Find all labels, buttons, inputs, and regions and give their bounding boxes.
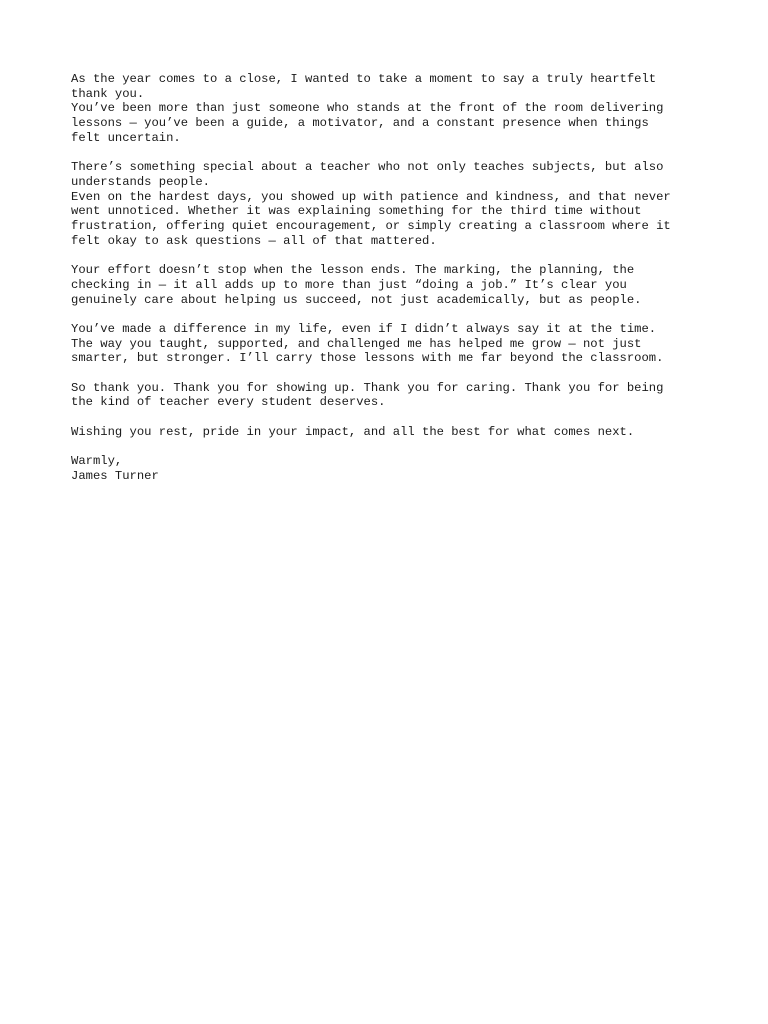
paragraph-2 (71, 160, 711, 248)
text-line: Even on the hardest days, you showed up with patience and kindness, and that never (71, 189, 671, 204)
paragraph-3 (71, 263, 711, 307)
text-line: As the year comes to a close, I wanted to take a moment to say a truly heartfelt (71, 72, 657, 86)
text-line: understands people. (71, 174, 210, 189)
signature-name: James Turner (71, 468, 159, 483)
paragraph-1 (71, 72, 711, 146)
text-line: lessons — you’ve been a guide, a motivator, and a constant presence when things (71, 116, 649, 131)
text-line: Your effort doesn’t stop when the lesson ends. The marking, the planning, the (71, 263, 635, 278)
text-line: Wishing you rest, pride in your impact, and all the best for what comes next. (71, 424, 635, 439)
text-line: genuinely care about helping us succeed, not just academically, but as people. (71, 292, 642, 307)
text-line: felt okay to ask questions — all of that mattered. (71, 233, 437, 248)
text-line: the kind of teacher every student deserves. (71, 395, 386, 410)
text-line: There’s something special about a teacher who not only teaches subjects, but also (71, 160, 664, 175)
text-line: went unnoticed. Whether it was explaining something for the third time without (71, 204, 642, 219)
paragraph-6 (71, 425, 711, 440)
text-line: smarter, but stronger. I’ll carry those lessons with me far beyond the classroom. (71, 351, 664, 366)
text-line: The way you taught, supported, and challenged me has helped me grow — not just (71, 336, 642, 351)
text-line: So thank you. Thank you for showing up. Thank you for caring. Thank you for being (71, 380, 664, 395)
paragraph-5 (71, 381, 711, 410)
text-line: You’ve made a difference in my life, even if I didn’t always say it at the time. (71, 321, 657, 336)
text-line: checking in — it all adds up to more than just “doing a job.” It’s clear you (71, 277, 627, 292)
paragraph-4 (71, 322, 711, 366)
text-line: felt uncertain. (71, 130, 181, 145)
letter-body (71, 72, 711, 498)
text-line: thank you. (71, 86, 145, 101)
sign-off (71, 454, 711, 483)
text-line: You’ve been more than just someone who stands at the front of the room delivering (71, 101, 664, 116)
text-line: frustration, offering quiet encouragement, or simply creating a classroom where it (71, 219, 671, 234)
closing-line: Warmly, (71, 454, 123, 469)
